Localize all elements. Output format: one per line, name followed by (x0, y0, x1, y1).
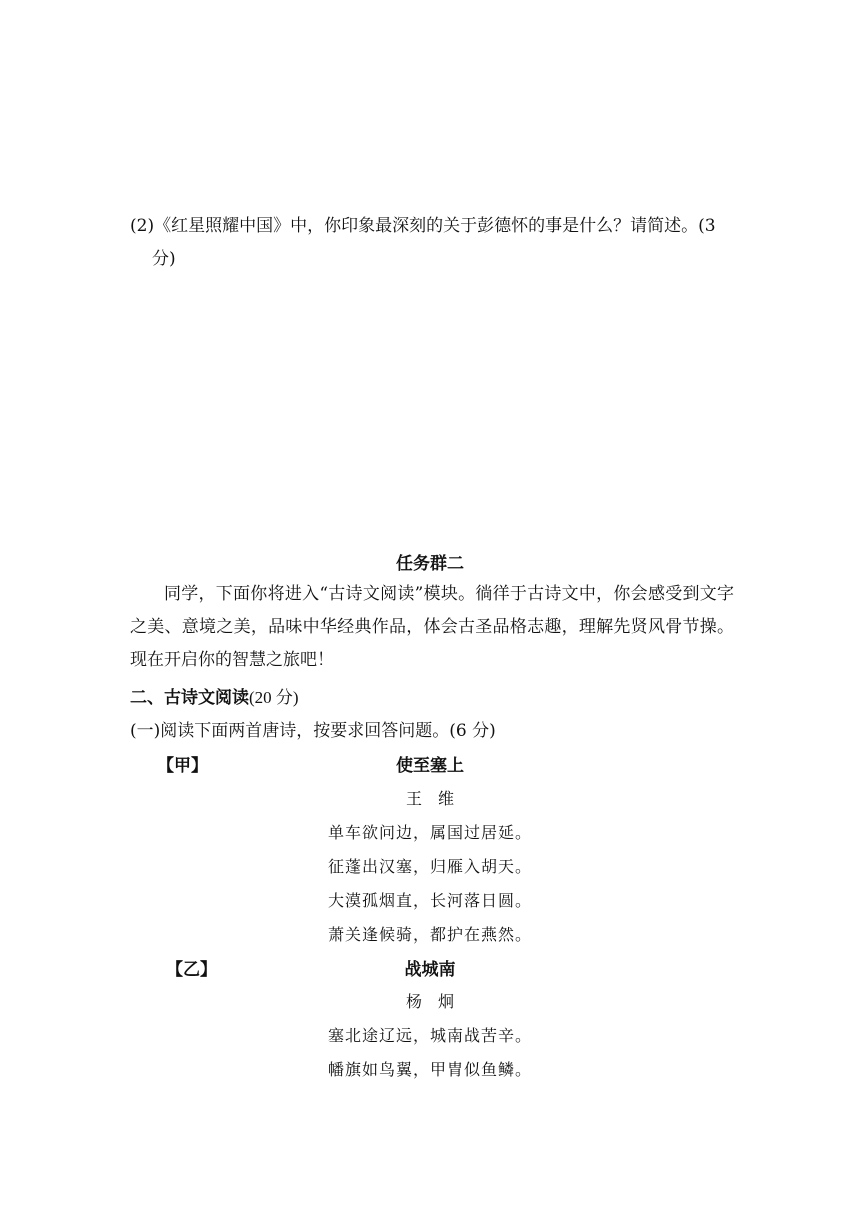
question-2-line1: (2)《红星照耀中国》中，你印象最深刻的关于彭德怀的事是什么？请简述。(3 (130, 216, 716, 236)
part-1-instruction: (一)阅读下面两首唐诗，按要求回答问题。(6 分) (130, 721, 496, 741)
poem-b-line: 塞北途辽远，城南战苦辛。 (327, 1026, 532, 1045)
question-2 (130, 210, 740, 276)
intro-paragraph (130, 578, 734, 677)
task-group-title: 任务群二 (396, 554, 464, 574)
poem-a-line: 大漠孤烟直，长河落日圆。 (327, 891, 532, 910)
poem-b-label: 【乙】 (166, 960, 217, 980)
poem-b-title: 战城南 (404, 960, 456, 980)
poem-a-label: 【甲】 (157, 756, 208, 776)
poem-b-author: 杨 炯 (405, 992, 454, 1011)
poem-b-line: 幡旗如鸟翼，甲胄似鱼鳞。 (327, 1060, 532, 1079)
poem-a-line: 征蓬出汉塞，归雁入胡天。 (327, 857, 532, 876)
intro-text: 同学，下面你将进入“古诗文阅读”模块。徜徉于古诗文中，你会感受到文字之美、意境之美，品味中华经典作品，体会古圣品格志趣，理解先贤风骨节操。现在开启你的智慧之旅吧！ (130, 584, 734, 670)
poem-a-line: 单车欲问边，属国过居延。 (327, 823, 532, 842)
poem-a-line: 萧关逢候骑，都护在燕然。 (327, 925, 532, 944)
poem-a-author: 王 维 (405, 789, 454, 808)
question-2-line2: 分) (152, 249, 176, 269)
poem-a-title: 使至塞上 (396, 756, 464, 776)
section-2-score: (20 分) (249, 688, 299, 707)
section-2-title: 二、古诗文阅读 (130, 688, 249, 708)
section-2-heading (130, 683, 299, 708)
